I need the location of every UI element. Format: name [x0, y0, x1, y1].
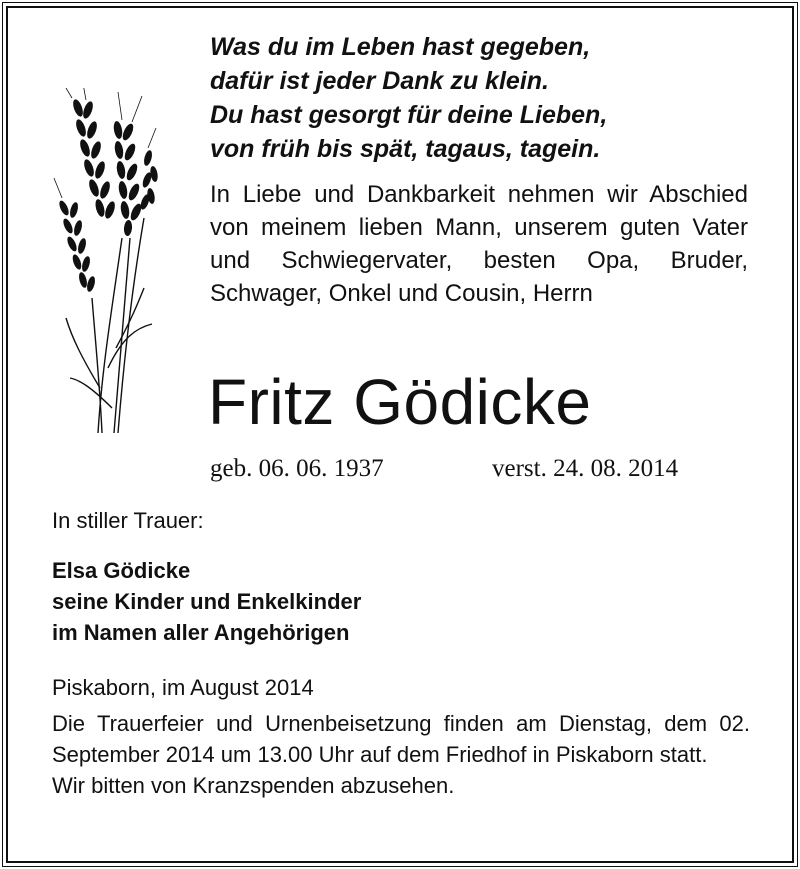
poem-line: Du hast gesorgt für deine Lieben, [210, 101, 608, 129]
birth-date: geb. 06. 06. 1937 [210, 455, 384, 482]
poem-line: von früh bis spät, tagaus, tagein. [210, 135, 601, 163]
wreath-request: Wir bitten von Kranzspenden abzusehen. [52, 773, 455, 798]
place-and-date: Piskaborn, im August 2014 [52, 675, 314, 700]
memorial-poem [210, 30, 770, 166]
wheat-ear-2 [112, 120, 143, 236]
life-dates [210, 452, 750, 486]
mourner-line: Elsa Gödicke [52, 558, 191, 583]
wheat-ear-3 [57, 199, 96, 292]
mourner-line: seine Kinder und Enkelkinder [52, 589, 362, 614]
service-text: Die Trauerfeier und Urnenbeisetzung finden am Dienstag, dem 02. September 2014 um 13.00 Uhr auf dem Friedhof in Piskaborn statt. [52, 711, 750, 767]
poem-line: dafür ist jeder Dank zu klein. [210, 67, 549, 95]
wheat-ear-4 [139, 149, 159, 210]
deceased-name: Fritz Gödicke [208, 366, 592, 438]
wheat-illustration [52, 88, 162, 438]
funeral-service-info [52, 708, 750, 801]
wheat-ear-1 [71, 98, 117, 220]
mourners-list [52, 555, 361, 648]
mourner-line: im Namen aller Angehörigen [52, 620, 350, 645]
poem-line: Was du im Leben hast gegeben, [210, 33, 591, 61]
death-date: verst. 24. 08. 2014 [492, 455, 679, 482]
mourning-heading: In stiller Trauer: [52, 508, 204, 533]
farewell-intro: In Liebe und Dankbarkeit nehmen wir Abschied von meinem lieben Mann, unserem guten Vater und Schwiegervater, besten Opa, Bruder, Schwager, Onkel und Cousin, Herrn [210, 181, 748, 307]
